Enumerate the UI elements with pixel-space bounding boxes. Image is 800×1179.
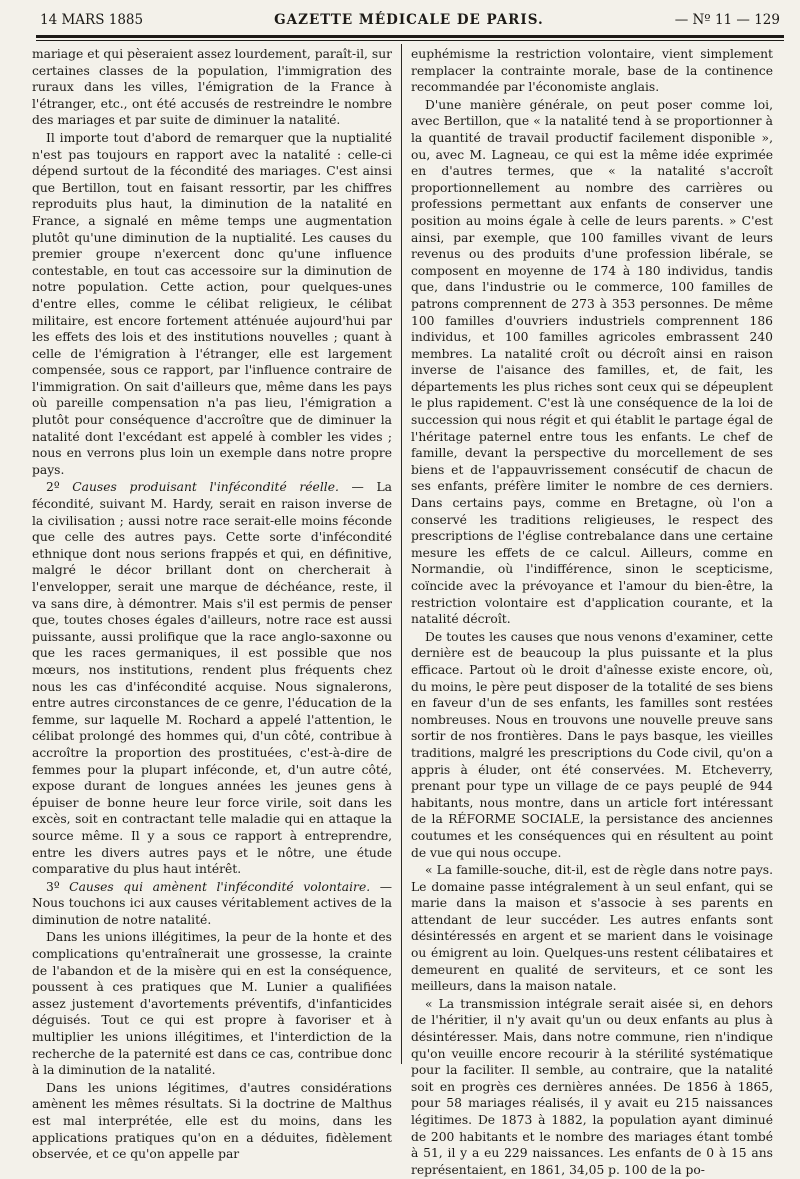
header-date: 14 MARS 1885 xyxy=(40,12,144,28)
paragraph: euphémisme la restriction volontaire, vient simplement remplacer la contrainte morale, base de la continence recommandée par l'économiste anglais. xyxy=(411,47,773,95)
quote-paragraph: « La transmission intégrale serait aisée si, en dehors de l'héritier, il n'y avait qu'un ou deux enfants au plus à désintéresser. Mais, dans notre commune, rien n'indique qu'on veuille encore recourir à la stérilité systématique pour la faciliter. Il semble, au contraire, que la natalité soit en progrès ces dernières années. De 1856 à 1865, pour 58 mariages réalisés, il y avait eu 215 naissances légitimes. De 1873 à 1882, la population ayant diminué de 200 habitants et le nombre des mariages étant tombé à 51, il y a eu 229 naissances. Les enfants de 0 à 15 ans représentaient, en 1861, 34,05 p. 100 de la po- xyxy=(411,996,773,1177)
paragraph-section-2 xyxy=(32,479,392,877)
running-header xyxy=(40,12,780,34)
right-column xyxy=(411,46,773,1179)
paragraph: Dans les unions légitimes, d'autres considérations amènent les mêmes résultats. Si la doctrine de Malthus est mal interprétée, elle est du moins, dans les applications pratiques qu'on en a déduites, fidèlement observée, et ce qu'on appelle par xyxy=(32,1080,392,1162)
paragraph: Dans les unions illégitimes, la peur de la honte et des complications qu'entraînerait une grossesse, la crainte de l'abandon et de la misère qui en est la conséquence, poussent à ces pratiques que M. Lunier a qualifiées assez justement d'avortements préventifs, d'infanticides déguisés. Tout ce qui est propre à favoriser et à multiplier les unions illégitimes, et l'interdiction de la recherche de la paternité est dans ce cas, contribue donc à la diminution de la natalité. xyxy=(32,930,392,1078)
paragraph: De toutes les causes que nous venons d'examiner, cette dernière est de beaucoup la plus puissante et la plus efficace. Partout où le droit d'aînesse existe encore, où, du moins, le père peut disposer de la totalité de ses biens en faveur d'un de ses enfants, les familles sont restées nombreuses. Nous en trouvons une nouvelle preuve sans sortir de nos frontières. Dans le pays basque, les vieilles traditions, malgré les prescriptions du Code civil, qu'on a appris à éluder, ont été conservées. M. Etcheverry, prenant pour type un village de ce pays peuplé de 944 habitants, nous montre, dans un article fort intéressant de la RÉFORME SOCIALE, la persistance des anciennes coutumes et les conséquences qui en résultent au point de vue qui nous occupe. xyxy=(411,629,773,860)
section-body: — Nous touchons ici aux causes véritablement actives de la diminution de notre natalité. xyxy=(32,879,392,927)
column-separator xyxy=(401,44,402,1064)
section-number: 3º xyxy=(46,879,70,894)
header-journal-title: GAZETTE MÉDICALE DE PARIS. xyxy=(274,12,544,28)
paragraph-section-3 xyxy=(32,879,392,929)
header-issue-page: — Nº 11 — 129 xyxy=(674,12,780,28)
section-heading: Causes produisant l'infécondité réelle. xyxy=(72,480,339,495)
quote-paragraph: « La famille-souche, dit-il, est de règle dans notre pays. Le domaine passe intégralement à un seul enfant, qui se marie dans la maison et s'associe à ses parents en attendant de leur succéder. Les autres enfants sont désintéressés en argent et se marient dans le voisinage ou émigrent au loin. Quelques-uns restent célibataires et demeurent en qualité de serviteurs, et ce sont les meilleurs, dans la maison natale. xyxy=(411,863,773,994)
paragraph: mariage et qui pèseraient assez lourdement, paraît-il, sur certaines classes de la population, l'immigration des ruraux dans les villes, l'émigration de la France à l'étranger, etc., ont été accusés de restreindre le nombre des mariages et par suite de diminuer la natalité. xyxy=(32,47,392,128)
paragraph: D'une manière générale, on peut poser comme loi, avec Bertillon, que « la natalité tend à se proportionner à la quantité de travail productif facilement disponible », ou, avec M. Lagneau, ce qui est la même idée exprimée en d'autres termes, que « la natalité s'accroît proportionnellement au nombre des carrières ou professions permettant aux enfants de conserver une position au moins égale à celle de leurs parents. » C'est ainsi, par exemple, que 100 familles vivant de leurs revenus ou des produits d'une profession libérale, se composent en moyenne de 174 à 180 individus, tandis que, dans l'industrie ou le commerce, 100 familles de patrons comprennent de 273 à 353 personnes. De même 100 familles d'ouvriers industriels comprennent 186 individus, et 100 familles agricoles embrassent 240 membres. La natalité croît ou décroît ainsi en raison inverse de l'aisance des familles, et, de fait, les départements les plus riches sont ceux qui se dépeuplent le plus rapidement. C'est là une conséquence de la loi de succession qui nous régit et qui établit le partage égal de l'héritage paternel entre tous les enfants. Le chef de famille, devant la perspective du morcellement de ses biens et de l'appauvrissement consécutif de chacun de ses enfants, préfère limiter le nombre de ces derniers. Dans certains pays, comme en Bretagne, où l'on a conservé les traditions religieuses, le respect des prescriptions de l'église contrebalance dans une certaine mesure les effets de ce calcul. Ailleurs, comme en Normandie, où l'indifférence, sinon le scepticisme, coïncide avec la prévoyance et l'amour du bien-être, la restriction volontaire est d'application courante, et la natalité décroît. xyxy=(411,97,773,627)
header-rule-thick xyxy=(36,35,784,38)
section-heading: Causes qui amènent l'infécondité volontaire. xyxy=(69,879,371,894)
left-column xyxy=(32,46,392,1164)
section-body: — La fécondité, suivant M. Hardy, serait en raison inverse de la civilisation ; aussi notre race serait-elle moins féconde que celle des autres pays. Cette sorte d'infécondité ethnique dont nous serions frappés et qui, en définitive, malgré le décor brillant dont on chercherait à l'envelopper, serait une marque de déchéance, reste, il va sans dire, à démontrer. Mais s'il est permis de penser que, toutes choses égales d'ailleurs, notre race est aussi puissante, aussi prolifique que la race anglo-saxonne ou que les races germaniques, il est possible que nos mœurs, nos institutions, rendent plus fréquents chez nous les cas d'infécondité acquise. Nous signalerons, entre autres circonstances de ce genre, l'éducation de la femme, sur laquelle M. Rochard a appelé l'attention, le célibat prolongé des hommes qui, d'un côté, contribue à accroître la proportion des prostituées, c'est-à-dire de femmes pour la plupart inféconde, et, d'un autre côté, expose durant de longues années les jeunes gens à épuiser de bonne heure leur force virile, soit dans les excès, soit en contractant telle maladie qui en attaque la source même. Il y a sous ce rapport à entreprendre, entre les divers autres pays et le nôtre, une étude comparative du plus haut intérêt. xyxy=(32,480,392,877)
section-number: 2º xyxy=(46,480,73,495)
header-rule-thin xyxy=(36,40,784,41)
paragraph: Il importe tout d'abord de remarquer que la nuptialité n'est pas toujours en rapport avec la natalité : celle-ci dépend surtout de la fécondité des mariages. C'est ainsi que Bertillon, tout en faisant ressortir, par les chiffres reproduits plus haut, la diminution de la natalité en France, a signalé en même temps une augmentation plutôt qu'une diminution de la nuptialité. Les causes du premier groupe n'exercent donc qu'une influence contestable, en tout cas accessoire sur la diminution de notre population. Cette action, pour quelques-unes d'entre elles, comme le célibat religieux, le célibat militaire, est encore fortement atténuée aujourd'hui par les effets des lois et des institutions nouvelles ; quant à celle de l'émigration à l'étranger, elle est largement compensée, sous ce rapport, par l'influence contraire de l'immigration. On sait d'ailleurs que, même dans les pays où pareille compensation n'a pas lieu, l'émigration a plutôt pour conséquence d'accroître que de diminuer la natalité dont l'excédant est appelé à combler les vides ; nous en verrons plus loin un exemple dans notre propre pays. xyxy=(32,130,392,477)
